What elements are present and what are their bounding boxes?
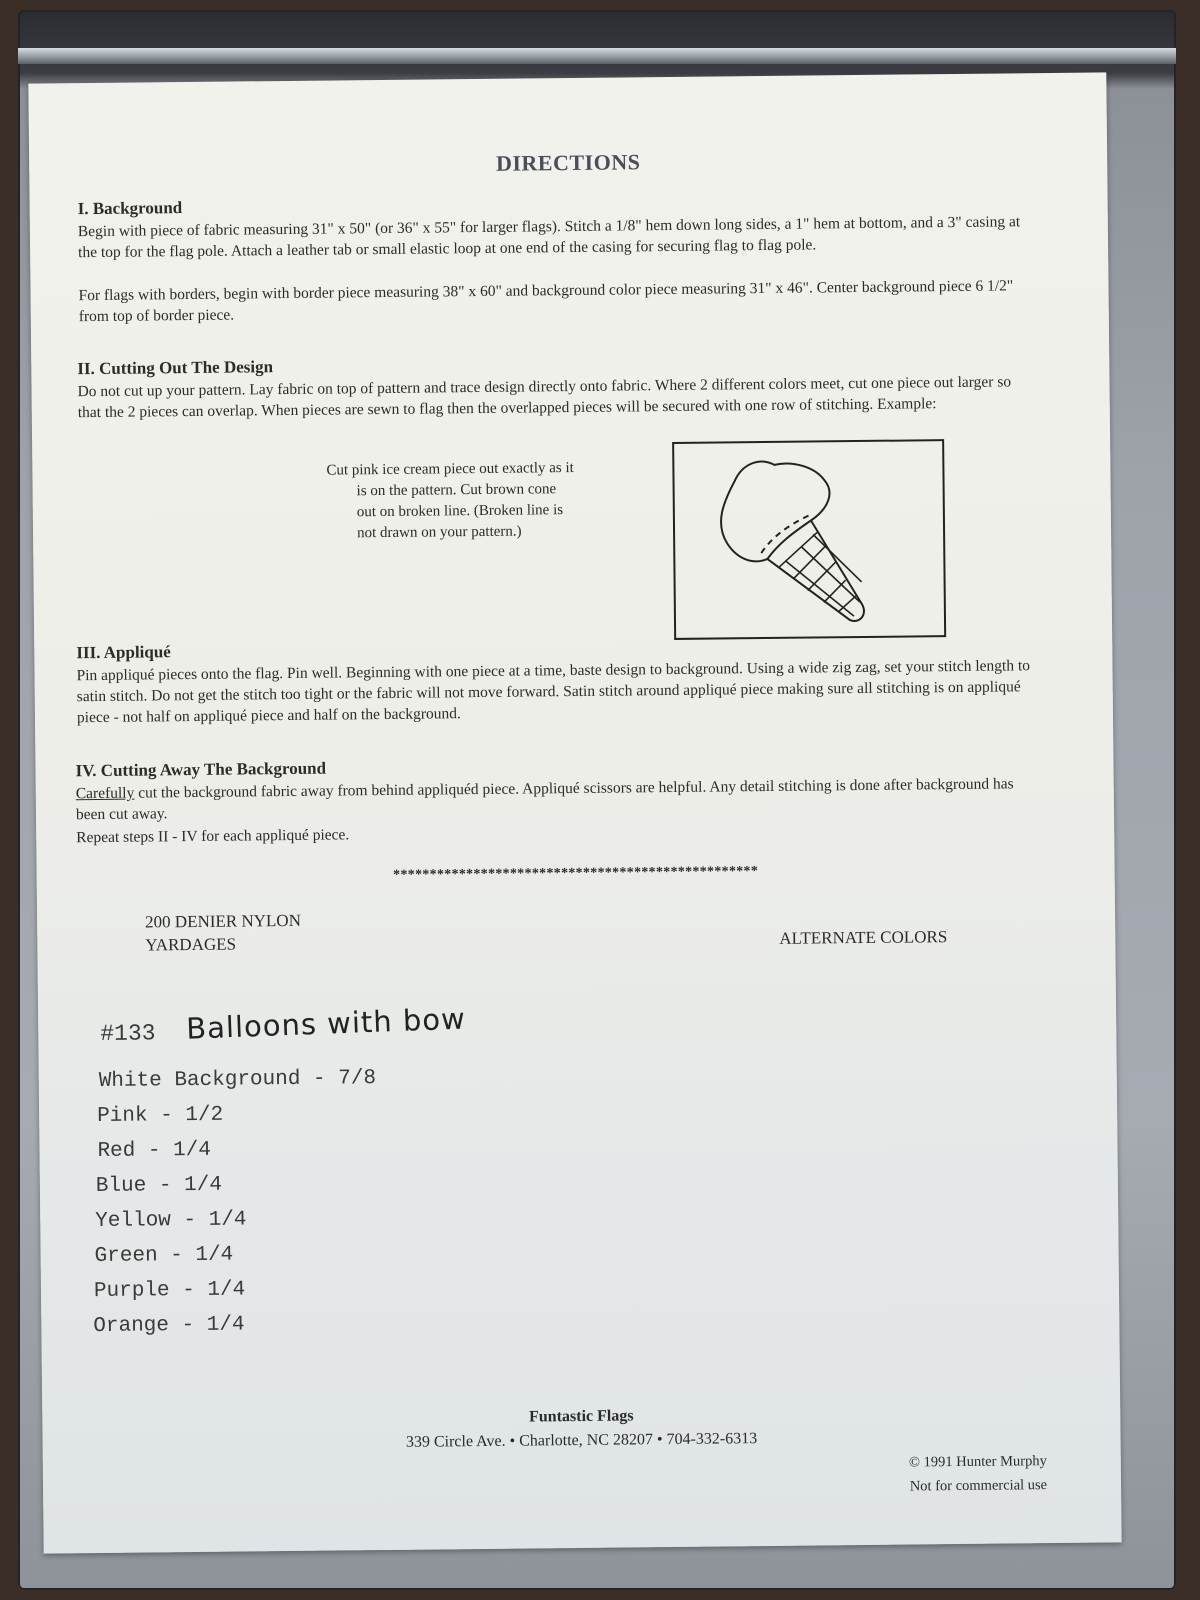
yardage-item-green: Green - 1/4 (94, 1243, 234, 1269)
yardage-item-purple: Purple - 1/4 (93, 1278, 246, 1304)
example-line-2: is on the pattern. Cut brown cone (356, 481, 557, 500)
yardages-label: YARDAGES (145, 934, 237, 955)
section-text-repeat: Repeat steps II - IV for each appliqué piece. (76, 826, 350, 847)
alternate-colors-label: ALTERNATE COLORS (779, 927, 948, 948)
section-heading-cutting: II. Cutting Out The Design (77, 357, 274, 379)
section-heading-cutting-away: IV. Cutting Away The Background (75, 758, 327, 781)
company-name: Funtastic Flags (528, 1407, 634, 1426)
yardage-item-yellow: Yellow - 1/4 (95, 1208, 247, 1234)
example-line-3: out on broken line. (Broken line is (356, 502, 564, 521)
example-caption (326, 457, 647, 544)
zip-seal (18, 48, 1176, 64)
section-heading-applique: III. Appliqué (76, 642, 171, 663)
section-text-cutting-away-body: cut the background fabric away from behind appliquéd piece. Appliqué scissors are helpful. Any detail stitching is done after background has been cut away. (75, 775, 1014, 824)
section-text-background-1: Begin with piece of fabric measuring 31" x 50" (or 36" x 55" for larger flags). Stitch a 1/8" hem down long sides, a 1" hem at bottom, and a 3" casing at the top for the flag pole. Attach a leather tab or small elastic loop at one end of the casing for securing flag to flag pole. (77, 213, 1021, 262)
page-title: DIRECTIONS (495, 149, 641, 176)
ice-cream-cone-icon (674, 441, 944, 638)
section-text-applique: Pin appliqué pieces onto the flag. Pin well. Beginning with one piece at a time, baste design to background. Using a wide zig zag, set your stitch length to satin stitch. Do not get the stitch too tight or the fabric will not move forward. Satin stitch around appliqué piece making sure all stitching is on appliqué piece - not half on appliqué piece and half on the background. (76, 657, 1031, 727)
emphasis-carefully: Carefully (75, 784, 135, 803)
section-text-cutting: Do not cut up your pattern. Lay fabric on top of pattern and trace design directly onto fabric. Where 2 different colors meet, cut one piece out larger so that the 2 pieces can overlap. When pieces are sewn to flag then the overlapped pieces will be secured with one row of stitching. Example: (77, 373, 1012, 422)
example-line-4: not drawn on your pattern.) (356, 523, 522, 542)
copyright: © 1991 Hunter Murphy (908, 1453, 1047, 1471)
yardage-item-orange: Orange - 1/4 (93, 1313, 245, 1339)
example-line-1: Cut pink ice cream piece out exactly as it (326, 459, 574, 479)
pattern-number: #133 (100, 1020, 156, 1047)
section-text-cutting-away (76, 773, 1036, 825)
ice-cream-illustration-frame (672, 439, 946, 640)
yardage-item-pink: Pink - 1/2 (97, 1103, 224, 1129)
pattern-name-handwritten: Balloons with bow (185, 1001, 467, 1046)
commercial-notice: Not for commercial use (909, 1477, 1048, 1495)
section-heading-background: I. Background (77, 198, 183, 219)
yardage-item-white: White Background - 7/8 (98, 1067, 377, 1094)
separator: ************************************************** (393, 864, 759, 883)
fabric-type: 200 DENIER NYLON (145, 910, 302, 932)
section-text-background-2: For flags with borders, begin with border piece measuring 38" x 60" and background color piece measuring 31" x 46". Center background piece 6 1/2" from top of border piece. (78, 277, 1014, 326)
yardage-item-red: Red - 1/4 (97, 1138, 212, 1164)
company-address: 339 Circle Ave. • Charlotte, NC 28207 • 704-332-6313 (405, 1430, 758, 1451)
directions-sheet (28, 72, 1121, 1553)
yardage-item-blue: Blue - 1/4 (95, 1173, 223, 1199)
